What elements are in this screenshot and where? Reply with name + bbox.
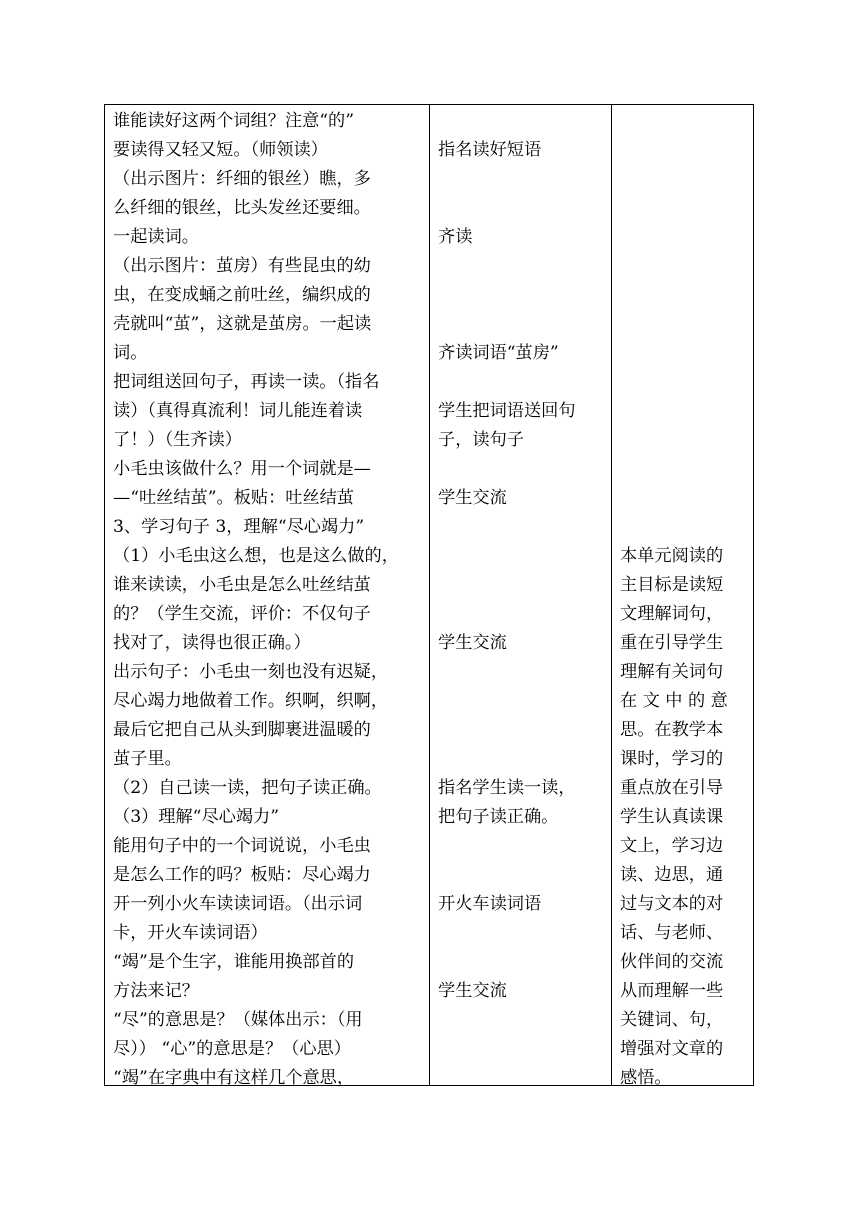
design-intent-column (620, 105, 752, 1088)
student-text-line: 学生交流 (438, 633, 507, 653)
column-divider (611, 105, 612, 1085)
teacher-text-line: 读）（真得真流利！词儿能连着读 (113, 401, 363, 421)
teacher-text-line: “竭”在字典中有这样几个意思， (113, 1068, 355, 1088)
teacher-text-line: （出示图片：纤细的银丝）瞧，多 (113, 169, 371, 189)
teacher-text-line: 出示句子：小毛虫一刻也没有迟疑， (113, 662, 389, 682)
teacher-text-line: 的？（学生交流，评价：不仅句子 (113, 604, 371, 624)
student-text-line: 学生交流 (438, 488, 507, 508)
teacher-text-line: 要读得又轻又短。（师领读） (113, 140, 328, 160)
teacher-text-line: 尽心竭力地做着工作。织啊，织啊， (113, 691, 389, 711)
design-text-line: 文上，学习边 (620, 836, 724, 856)
student-text-line: 指名读好短语 (438, 140, 542, 160)
student-text-line: 指名学生读一读， (438, 778, 576, 798)
teacher-text-line: —“吐丝结茧”。板贴：吐丝结茧 (113, 488, 355, 508)
teacher-text-line: 3、学习句子 3，理解“尽心竭力” (113, 517, 365, 537)
teacher-text-line: 开一列小火车读读词语。（出示词 (113, 894, 363, 914)
design-text-line: 读、边思，通 (620, 865, 724, 885)
student-text-line: 学生交流 (438, 981, 507, 1001)
design-text-line: 过与文本的对 (620, 894, 724, 914)
column-divider (429, 105, 430, 1085)
student-text-line: 学生把词语送回句 (438, 401, 576, 421)
design-text-line: 主目标是读短 (620, 575, 724, 595)
teacher-text-line: 找对了，读得也很正确。） (113, 633, 311, 653)
teacher-text-line: 小毛虫该做什么？用一个词就是— (113, 459, 371, 479)
teacher-text-line: “竭”是个生字，谁能用换部首的 (113, 952, 355, 972)
design-text-line: 从而理解一些 (620, 981, 724, 1001)
teacher-text-line: 能用句子中的一个词说说，小毛虫 (113, 836, 371, 856)
teacher-text-line: 么纤细的银丝，比头发丝还要细。 (113, 198, 371, 218)
design-text-line: 感悟。 (620, 1068, 672, 1088)
teacher-text-line: 一起读词。 (113, 227, 199, 247)
teacher-text-line: 是怎么工作的吗？板贴：尽心竭力 (113, 865, 371, 885)
design-text-line: 增强对文章的 (620, 1039, 724, 1059)
teacher-text-line: 把词组送回句子，再读一读。（指名 (113, 372, 380, 392)
design-text-line: 学生认真读课 (620, 807, 724, 827)
student-text-line: 齐读词语“茧房” (438, 343, 559, 363)
design-text-line: 伙伴间的交流 (620, 952, 724, 972)
teacher-text-line: 卡，开火车读词语） (113, 923, 268, 943)
teacher-text-line: 谁来读读，小毛虫是怎么吐丝结茧 (113, 575, 371, 595)
design-text-line: 课时，学习的 (620, 749, 724, 769)
design-text-line: 在 文 中 的 意 (620, 691, 728, 711)
student-text-line: 子，读句子 (438, 430, 524, 450)
design-text-line: 理解有关词句 (620, 662, 724, 682)
design-text-line: 文理解词句， (620, 604, 724, 624)
teacher-text-line: 最后它把自己从头到脚裹进温暖的 (113, 720, 371, 740)
teacher-text-line: （2）自己读一读，把句子读正确。 (113, 778, 382, 798)
design-text-line: 思。在教学本 (620, 720, 724, 740)
teacher-text-line: 壳就叫“茧”，这就是茧房。一起读 (113, 314, 372, 334)
student-text-line: 齐读 (438, 227, 473, 247)
teacher-text-line: （出示图片：茧房）有些昆虫的幼 (113, 256, 371, 276)
teacher-text-line: 谁能读好这两个词组？注意“的” (113, 111, 355, 131)
teacher-text-line: （3）理解“尽心竭力” (113, 807, 280, 827)
teacher-text-line: 了！）（生齐读） (113, 430, 242, 450)
teacher-text-line: 方法来记？ (113, 981, 199, 1001)
design-text-line: 重点放在引导 (620, 778, 724, 798)
teacher-activity-column (113, 105, 428, 1088)
teacher-text-line: “尽”的意思是？（媒体出示：（用 (113, 1010, 363, 1030)
teacher-text-line: 虫，在变成蛹之前吐丝，编织成的 (113, 285, 371, 305)
teacher-text-line: 词。 (113, 343, 148, 363)
student-text-line: 开火车读词语 (438, 894, 542, 914)
design-text-line: 重在引导学生 (620, 633, 724, 653)
lesson-plan-table (104, 104, 754, 1086)
student-text-line: 把句子读正确。 (438, 807, 559, 827)
design-text-line: 话、与老师、 (620, 923, 724, 943)
teacher-text-line: 尽）） “心”的意思是？（心思） (113, 1039, 351, 1059)
student-activity-column (438, 105, 608, 1085)
teacher-text-line: （1）小毛虫这么想，也是这么做的， (113, 546, 399, 566)
design-text-line: 本单元阅读的 (620, 546, 724, 566)
design-text-line: 关键词、句， (620, 1010, 724, 1030)
teacher-text-line: 茧子里。 (113, 749, 182, 769)
